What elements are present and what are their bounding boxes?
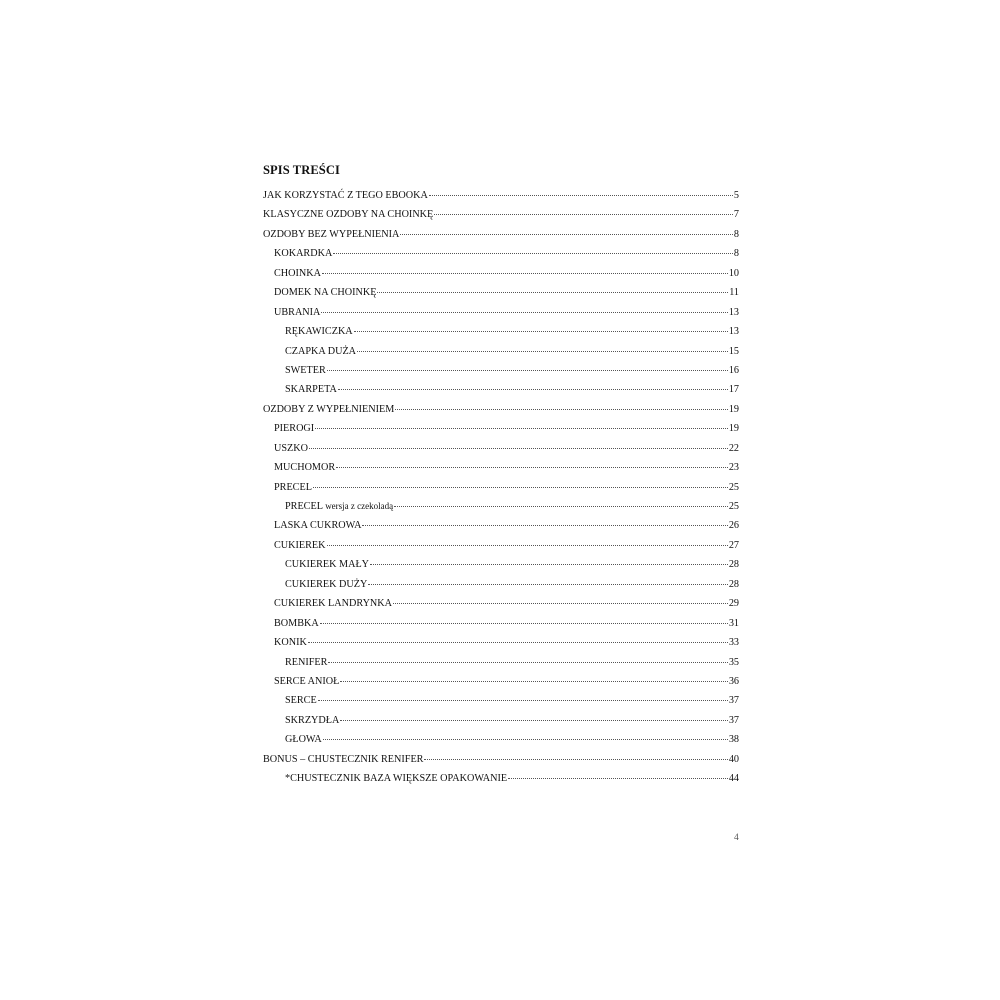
toc-entry-title: CUKIEREK <box>274 539 326 551</box>
dot-leader <box>322 273 728 274</box>
dot-leader <box>315 428 728 429</box>
toc-entry-page: 5 <box>733 190 739 201</box>
toc-entry[interactable] <box>263 711 739 730</box>
toc-entry[interactable] <box>263 478 739 497</box>
toc-entry[interactable] <box>263 516 739 535</box>
toc-entry-page: 26 <box>728 520 739 532</box>
toc-entry-label <box>263 400 394 419</box>
toc-entry-title: GŁOWA <box>285 734 322 746</box>
toc-entry-label <box>285 380 337 399</box>
toc-entry-title: OZDOBY Z WYPEŁNIENIEM <box>263 403 395 415</box>
toc-entry-title: BOMBKA <box>274 617 319 629</box>
toc-entry-page: 38 <box>728 734 739 746</box>
toc-entry-label <box>263 750 423 769</box>
dot-leader <box>354 331 728 332</box>
toc-entry-page: 40 <box>728 753 739 765</box>
toc-entry-label <box>285 322 353 341</box>
toc-entry-page: 19 <box>728 403 739 415</box>
toc-entry-page: 37 <box>728 714 739 726</box>
toc-entry-label <box>274 478 312 497</box>
toc-entry-page: 10 <box>728 267 739 279</box>
toc-entry-page: 33 <box>728 637 739 649</box>
dot-leader <box>368 584 727 585</box>
toc-entry-title: PRECEL <box>274 481 312 493</box>
toc-entry[interactable] <box>263 672 739 691</box>
toc-entry-title: SKRZYDŁA <box>285 714 340 726</box>
toc-entry-label <box>285 653 327 672</box>
toc-entry-label <box>263 186 428 205</box>
toc-entry[interactable] <box>263 244 739 263</box>
toc-entry[interactable] <box>263 555 739 574</box>
toc-entry[interactable] <box>263 283 739 302</box>
dot-leader <box>357 351 728 352</box>
toc-entry-page: 27 <box>728 539 739 551</box>
toc-entry-label <box>285 711 339 730</box>
toc-entry-label <box>263 225 399 244</box>
toc-entry[interactable] <box>263 205 739 224</box>
toc-entry-label <box>274 244 332 263</box>
toc-entry[interactable] <box>263 303 739 322</box>
dot-leader <box>340 720 727 721</box>
toc-entry-page: 8 <box>733 248 739 260</box>
dot-leader <box>333 253 733 254</box>
toc-entry[interactable] <box>263 322 739 341</box>
dot-leader <box>400 234 733 235</box>
dot-leader <box>340 681 727 682</box>
toc-entry-page: 8 <box>733 228 739 240</box>
toc-entry-title: UBRANIA <box>274 306 321 318</box>
toc-entry-page: 23 <box>728 462 739 474</box>
toc-entry-page: 16 <box>728 364 739 376</box>
toc-entry-label <box>274 536 326 555</box>
dot-leader <box>395 409 728 410</box>
toc-entry[interactable] <box>263 225 739 244</box>
toc-entry-label <box>274 264 321 283</box>
toc-entry[interactable] <box>263 361 739 380</box>
toc-entry-label <box>274 439 308 458</box>
toc-entry-subtitle: wersja z czekoladą <box>322 501 394 511</box>
toc-entry-label <box>274 419 314 438</box>
toc-entry-title: RENIFER <box>285 656 328 668</box>
dot-leader <box>338 389 728 390</box>
dot-leader <box>362 525 727 526</box>
toc-entry-label <box>274 633 307 652</box>
toc-entry-title: USZKO <box>274 442 308 454</box>
toc-entry-label <box>263 205 433 224</box>
dot-leader <box>308 642 728 643</box>
dot-leader <box>393 603 728 604</box>
toc-entry-label <box>285 575 367 594</box>
dot-leader <box>327 370 728 371</box>
toc-entry-title: PIEROGI <box>274 423 315 435</box>
toc-entry[interactable] <box>263 536 739 555</box>
toc-entry-title: SKARPETA <box>285 384 337 396</box>
toc-entry-page: 31 <box>728 617 739 629</box>
toc-entry-label <box>285 342 356 361</box>
toc-entry-page: 13 <box>728 326 739 338</box>
toc-entry-label <box>285 361 326 380</box>
toc-entry-label <box>274 516 361 535</box>
toc-entry-title: KOKARDKA <box>274 248 333 260</box>
toc-entry[interactable] <box>263 419 739 438</box>
toc-entry-page: 36 <box>728 675 739 687</box>
toc-entry-page: 19 <box>728 423 739 435</box>
toc-entry-label <box>274 614 319 633</box>
page-number: 4 <box>734 833 739 843</box>
toc-entry-page: 35 <box>728 656 739 668</box>
toc-entry-page: 37 <box>728 695 739 707</box>
toc-entry-page: 29 <box>728 598 739 610</box>
toc-entry-title: SERCE <box>285 695 317 707</box>
toc-entry-title: BONUS – CHUSTECZNIK RENIFER <box>263 753 424 765</box>
toc-entry[interactable] <box>263 575 739 594</box>
toc-entry-page: 11 <box>729 287 739 299</box>
toc-entry[interactable] <box>263 769 739 788</box>
toc-entry-label <box>274 672 339 691</box>
toc-entry-label <box>285 555 369 574</box>
toc-entry-label <box>285 730 322 749</box>
toc-entry-page: 13 <box>728 306 739 318</box>
toc-list <box>263 186 739 789</box>
toc-entry[interactable] <box>263 594 739 613</box>
toc-entry[interactable] <box>263 730 739 749</box>
toc-entry-title: LASKA CUKROWA <box>274 520 362 532</box>
toc-entry-title: OZDOBY BEZ WYPEŁNIENIA <box>263 228 400 240</box>
toc-entry[interactable] <box>263 653 739 672</box>
toc-entry-title: KLASYCZNE OZDOBY NA CHOINKĘ <box>263 209 434 221</box>
toc-entry-title: SWETER <box>285 364 326 376</box>
dot-leader <box>434 214 733 215</box>
toc-entry-page: 7 <box>733 209 739 221</box>
toc-entry[interactable] <box>263 633 739 652</box>
dot-leader <box>327 545 728 546</box>
toc-entry-page: 25 <box>728 501 739 512</box>
dot-leader <box>313 487 728 488</box>
toc-entry-title: MUCHOMOR <box>274 462 336 474</box>
table-of-contents <box>263 160 739 789</box>
toc-entry[interactable] <box>263 614 739 633</box>
toc-entry-title: SERCE ANIOŁ <box>274 675 340 687</box>
toc-entry[interactable] <box>263 342 739 361</box>
dot-leader <box>508 778 728 779</box>
toc-entry-page: 17 <box>728 384 739 396</box>
dot-leader <box>429 195 733 196</box>
toc-entry-title: CUKIEREK LANDRYNKA <box>274 598 393 610</box>
toc-entry[interactable] <box>263 458 739 477</box>
toc-entry-title: CUKIEREK MAŁY <box>285 559 370 571</box>
toc-entry-label <box>285 691 317 710</box>
toc-entry-page: 28 <box>728 559 739 571</box>
dot-leader <box>321 312 727 313</box>
toc-entry-title: RĘKAWICZKA <box>285 326 353 338</box>
toc-entry-title: *CHUSTECZNIK BAZA WIĘKSZE OPAKOWANIE <box>285 773 508 785</box>
toc-entry[interactable] <box>263 497 739 516</box>
toc-entry[interactable] <box>263 439 739 458</box>
toc-entry-label <box>274 594 392 613</box>
toc-entry-page: 22 <box>728 442 739 454</box>
toc-entry-label <box>274 458 335 477</box>
dot-leader <box>394 506 728 507</box>
toc-entry-title: PRECEL <box>285 501 323 512</box>
toc-title: SPIS TREŚCI <box>263 163 340 177</box>
toc-entry[interactable] <box>263 380 739 399</box>
toc-entry-title: KONIK <box>274 637 307 649</box>
dot-leader <box>336 467 728 468</box>
toc-entry-title: CUKIEREK DUŻY <box>285 578 368 590</box>
toc-entry-page: 25 <box>728 481 739 493</box>
toc-entry[interactable] <box>263 186 739 205</box>
toc-entry-title: DOMEK NA CHOINKĘ <box>274 287 377 299</box>
toc-entry-label <box>274 283 376 302</box>
toc-entry[interactable] <box>263 750 739 769</box>
toc-entry-page: 44 <box>728 773 739 785</box>
dot-leader <box>370 564 728 565</box>
dot-leader <box>320 623 728 624</box>
toc-entry-label <box>285 769 507 788</box>
toc-entry-title: JAK KORZYSTAĆ Z TEGO EBOOKA <box>263 190 428 201</box>
toc-entry[interactable] <box>263 691 739 710</box>
toc-entry-label <box>285 497 393 516</box>
toc-entry-page: 15 <box>728 345 739 357</box>
dot-leader <box>377 292 728 293</box>
toc-entry-page: 28 <box>728 578 739 590</box>
dot-leader <box>328 662 727 663</box>
toc-entry-label <box>274 303 320 322</box>
toc-entry-title: CHOINKA <box>274 267 321 279</box>
toc-entry-title: CZAPKA DUŻA <box>285 345 357 357</box>
toc-entry[interactable] <box>263 400 739 419</box>
dot-leader <box>318 700 728 701</box>
dot-leader <box>309 448 728 449</box>
dot-leader <box>323 739 728 740</box>
dot-leader <box>424 759 727 760</box>
toc-entry[interactable] <box>263 264 739 283</box>
